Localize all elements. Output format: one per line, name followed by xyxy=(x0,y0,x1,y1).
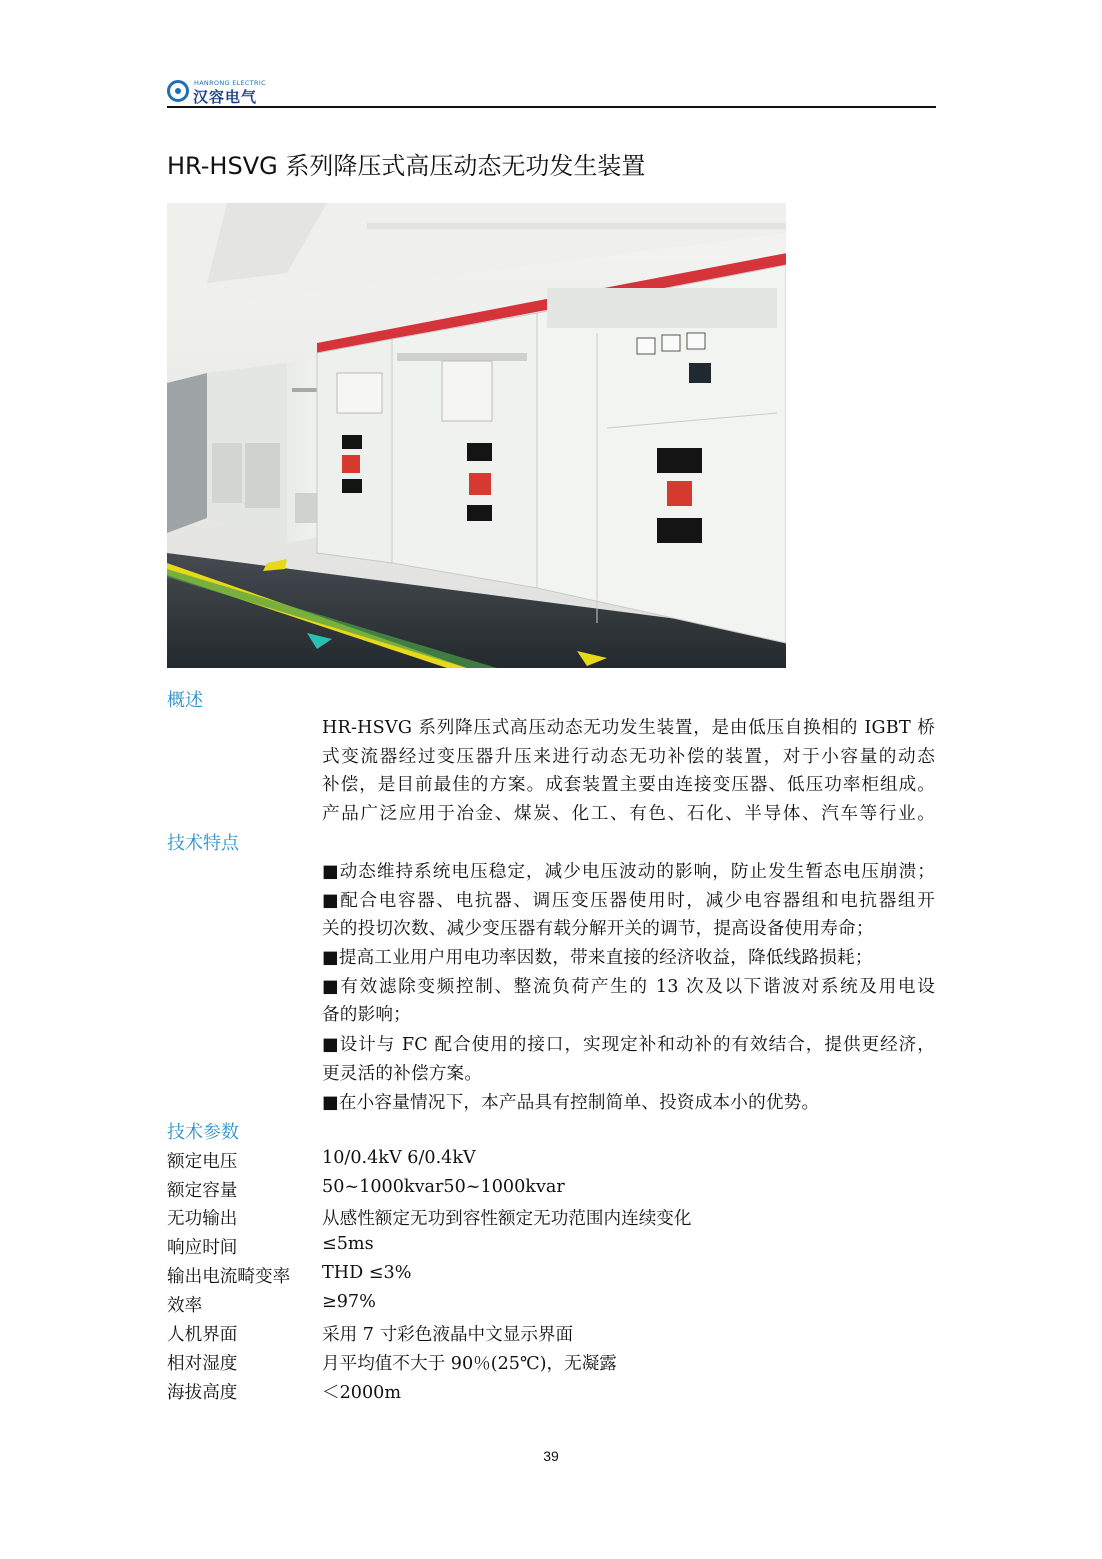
feature-line: ■有效滤除变频控制、整流负荷产生的 13 次及以下谐波对系统及用电设 xyxy=(322,977,935,997)
feature-line: ■在小容量情况下，本产品具有控制简单、投资成本小的优势。 xyxy=(322,1093,820,1113)
param-label: 效率 xyxy=(167,1296,203,1316)
section-heading-params: 技术参数 xyxy=(167,1122,239,1143)
param-label: 输出电流畸变率 xyxy=(167,1267,291,1287)
param-value: 从感性额定无功到容性额定无功范围内连续变化 xyxy=(322,1209,692,1229)
feature-line: 备的影响； xyxy=(322,1005,411,1025)
page-number: 39 xyxy=(543,1448,559,1464)
param-value: 10/0.4kV 6/0.4kV xyxy=(322,1148,476,1168)
feature-line: 更灵活的补偿方案。 xyxy=(322,1064,483,1084)
overview-line: 补偿，是目前最佳的方案。成套装置主要由连接变压器、低压功率柜组成。 xyxy=(322,775,935,795)
feature-line: ■动态维持系统电压稳定，减少电压波动的影响，防止发生暂态电压崩溃； xyxy=(322,862,935,882)
feature-line: ■配合电容器、电抗器、调压变压器使用时，减少电容器组和电抗器组开 xyxy=(322,891,935,911)
section-heading-features: 技术特点 xyxy=(167,833,239,854)
product-photo xyxy=(167,203,786,668)
param-label: 额定容量 xyxy=(167,1181,238,1201)
param-value: ≥97% xyxy=(322,1292,376,1312)
header-rule xyxy=(167,106,936,108)
param-label: 额定电压 xyxy=(167,1152,238,1172)
param-label: 人机界面 xyxy=(167,1325,238,1345)
param-label: 无功输出 xyxy=(167,1209,238,1229)
page-title: HR-HSVG 系列降压式高压动态无功发生装置 xyxy=(167,152,646,180)
logo-ring-icon xyxy=(167,80,189,102)
param-label: 海拔高度 xyxy=(167,1383,238,1403)
logo-english-text: HANRONG ELECTRIC xyxy=(194,79,266,87)
feature-line: 关的投切次数、减少变压器有载分解开关的调节，提高设备使用寿命； xyxy=(322,919,874,939)
overview-line: 产品广泛应用于冶金、煤炭、化工、有色、石化、半导体、汽车等行业。 xyxy=(322,804,935,824)
overview-line: HR-HSVG 系列降压式高压动态无功发生装置，是由低压自换相的 IGBT 桥 xyxy=(322,718,935,738)
param-value: ＜2000m xyxy=(322,1383,402,1403)
param-value: 50~1000kvar50~1000kvar xyxy=(322,1177,565,1197)
param-label: 响应时间 xyxy=(167,1238,238,1258)
param-value: 月平均值不大于 90％(25℃)，无凝露 xyxy=(322,1354,617,1374)
param-value: 采用 7 寸彩色液晶中文显示界面 xyxy=(322,1325,574,1345)
feature-line: ■设计与 FC 配合使用的接口，实现定补和动补的有效结合，提供更经济， xyxy=(322,1035,935,1055)
company-logo xyxy=(167,79,266,106)
logo-chinese-text: 汉容电气 xyxy=(193,88,258,106)
param-value: ≤5ms xyxy=(322,1234,374,1254)
feature-line: ■提高工业用户用电功率因数，带来直接的经济收益，降低线路损耗； xyxy=(322,948,873,968)
section-heading-overview: 概述 xyxy=(167,690,203,711)
switchgear-cabinet-photo xyxy=(167,203,786,668)
param-value: THD ≤3% xyxy=(322,1263,412,1283)
overview-line: 式变流器经过变压器升压来进行动态无功补偿的装置，对于小容量的动态 xyxy=(322,747,935,767)
param-label: 相对湿度 xyxy=(167,1354,238,1374)
